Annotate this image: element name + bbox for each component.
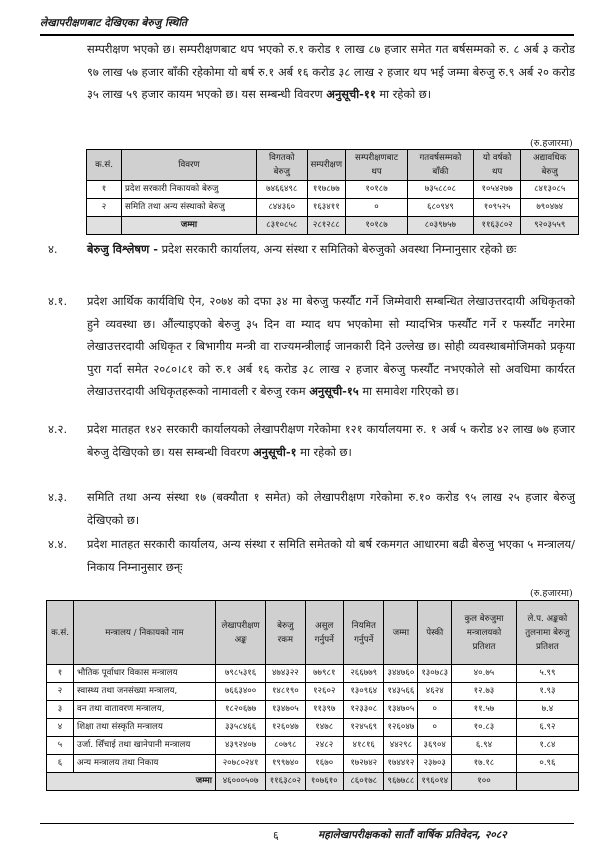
section-number: ४.४. <box>48 537 68 551</box>
table-total-row <box>87 217 579 235</box>
cell: ११७८७७ <box>307 181 346 199</box>
section-text-end: मा रहेको छ। <box>296 444 352 459</box>
cell: ८४४३६० <box>257 199 308 217</box>
table-header-row <box>87 150 579 181</box>
col-updated-beruju: अद्यावधिक बेरुजु <box>521 150 579 181</box>
cell: ०.९६ <box>516 755 578 773</box>
cell: १२६०४७ <box>384 719 418 737</box>
cell: ४१८१६ <box>343 737 384 755</box>
cell: १३४७०५ <box>266 701 305 719</box>
section-number: ४.१. <box>48 294 68 308</box>
cell: ३ <box>47 701 74 719</box>
cell: ४६२४ <box>418 683 452 701</box>
cell: ७६६३४०० <box>216 683 266 701</box>
cell: ६८०९४९ <box>407 199 473 217</box>
cell <box>516 773 578 791</box>
cell: ९२०३५५९ <box>521 217 579 235</box>
col-to-regularize: नियमित गर्नुपर्ने <box>343 601 384 665</box>
cell: १४८१९० <box>266 683 305 701</box>
cell: ४६०००५०७ <box>216 773 266 791</box>
section-4-3-paragraph: समिति तथा अन्य संस्था १७ (बक्यौता १ समेत) को लेखापरीक्षण गरेकोमा रु.१० करोड ९५ लाख २५ हजार बेरुजु देखिएको छ। <box>87 490 575 527</box>
cell: ७३५८८०८ <box>407 181 473 199</box>
section-4-2-paragraph <box>87 418 575 463</box>
cell: प्रदेश सरकारी निकायको बेरुजु <box>122 181 257 199</box>
cell: ६.९२ <box>516 719 578 737</box>
cell: २४८२ <box>305 737 343 755</box>
col-sn: क.सं. <box>47 601 74 665</box>
cell: ११६३८०२ <box>266 773 305 791</box>
page-number: ६ <box>273 829 279 842</box>
col-to-recover: असुल गर्नुपर्ने <box>305 601 343 665</box>
col-last-year-balance: गतवर्षसम्मको बाँकी <box>407 150 473 181</box>
section-number: ४.३. <box>48 490 68 504</box>
cell: १४७८ <box>305 719 343 737</box>
section-number: ४. <box>48 242 58 256</box>
cell: १७.१८ <box>452 755 517 773</box>
cell: १२६०४७ <box>266 719 305 737</box>
table-row <box>47 719 579 737</box>
col-audit: सम्परीक्षण <box>307 150 346 181</box>
cell: ११.५७ <box>452 701 517 719</box>
cell: १३०७८३ <box>418 665 452 683</box>
table-ministry-beruju <box>46 600 579 791</box>
cell <box>87 217 122 235</box>
cell: २८१२८८ <box>307 217 346 235</box>
section-text-end: मा समावेश गरिएको छ। <box>358 384 459 398</box>
cell: ८०३९७५७ <box>407 217 473 235</box>
cell: १३४७०५ <box>384 701 418 719</box>
intro-text: सम्परीक्षण भएको छ। सम्परीक्षणबाट थप भएको रु.१ करोड १ लाख ८७ हजार समेत गत बर्षसम्मको रु. ८ अर्ब ३ करोड ९७ लाख ५७ हजार बाँकी रहेकोमा यो बर्ष रु.१ अर्ब १६ करोड ३८ लाख २ हजार थप भई जम्मा बेरुजु रु.९ अर्ब २० करोड ३५ लाख ५९ हजार कायम भएको छ। यस सम्बन्धी विवरण <box>87 42 575 101</box>
cell: १.९३ <box>516 683 578 701</box>
cell: १०५४२७७ <box>473 181 521 199</box>
annex-reference: अनुसूची-१५ <box>309 384 359 398</box>
section-text: प्रदेश मातहत १४२ सरकारी कार्यालयको लेखापरीक्षण गरेकोमा १२१ कार्यालयमा रु. १ अर्ब ५ करोड ४२ लाख ७७ हजार बेरुजु देखिएको छ। यस सम्बन्धी विवरण <box>87 422 575 459</box>
annex-reference: अनुसूची-१ <box>252 444 297 459</box>
ministry-name-cell: उर्जा. सिँचाई तथा खानेपानी मन्त्रालय <box>74 737 216 755</box>
section-number: ४.२. <box>48 422 68 436</box>
cell: १८२०६७७ <box>216 701 266 719</box>
cell: ० <box>418 719 452 737</box>
ministry-name-cell: अन्य मन्त्रालय तथा निकाय <box>74 755 216 773</box>
cell: ५ <box>47 737 74 755</box>
cell: ४४२९८ <box>384 737 418 755</box>
col-advance: पेस्की <box>418 601 452 665</box>
cell: ८४१३०८५ <box>521 181 579 199</box>
cell: १९६०१४ <box>418 773 452 791</box>
col-description: विवरण <box>122 150 257 181</box>
col-this-year-addition: यो वर्षको थप <box>473 150 521 181</box>
cell: १०० <box>452 773 517 791</box>
col-beruju-amount: बेरुजु रकम <box>266 601 305 665</box>
table-beruju-summary <box>86 149 579 235</box>
intro-paragraph <box>87 38 575 106</box>
col-total: जम्मा <box>384 601 418 665</box>
cell: १०९५२५ <box>473 199 521 217</box>
cell: समिति तथा अन्य संस्थाको बेरुजु <box>122 199 257 217</box>
header-rule <box>40 34 574 36</box>
cell: २३७०३ <box>418 755 452 773</box>
table-row <box>87 199 579 217</box>
intro-text-end: मा रहेको छ। <box>375 87 432 101</box>
cell: १३०९६४ <box>343 683 384 701</box>
cell: ८०७९८ <box>266 737 305 755</box>
cell: १४३५६६ <box>384 683 418 701</box>
cell: ९६७७८८ <box>384 773 418 791</box>
table1-unit: (रु.हजारमा) <box>530 138 573 149</box>
cell: ३६९०४ <box>418 737 452 755</box>
col-previous-beruju: विगतको बेरुजु <box>257 150 308 181</box>
footer-rule <box>40 823 574 824</box>
cell: १६७० <box>305 755 343 773</box>
col-audit-addition: सम्परीक्षणबाट थप <box>346 150 408 181</box>
col-audited-amount: लेखापरीक्षण अङ्क <box>216 601 266 665</box>
annex-reference: अनुसूची-११ <box>326 87 376 101</box>
cell: ४०.७५ <box>452 665 517 683</box>
cell: ४३९२४०७ <box>216 737 266 755</box>
section-text: प्रदेश आर्थिक कार्यविधि ऐन, २०७४ को दफा ३४ मा बेरुजु फर्स्यौट गर्ने जिम्मेवारी सम्बन्धित लेखाउत्तरदायी अधिकृतको हुने व्यवस्था छ। औंल्याइएको बेरुजु ३५ दिन वा म्याद थप भएकोमा सो म्यादभित्र फर्स्यौट गर्ने र फर्स्यौट नगरेमा लेखाउत्तरदायी अधिकृत र बिभागीय मन्त्री वा राज्यमन्त्रीलाई जानकारी दिने उल्लेख छ। सोही व्यवस्थाबमोजिमको प्रकृया पुरा गर्दा समेत २०८०।८१ को रु.१ अर्ब १६ करोड ३८ लाख २ हजार बेरुजु फर्स्यौट नभएकोले सो अवधिमा कार्यरत लेखाउत्तरदायी अधिकृतहरूको नामावली र बेरुजु रकम <box>87 294 575 398</box>
col-ministry-share-pct: कुल बेरुजुमा मन्त्रालयको प्रतिशत <box>452 601 517 665</box>
table-row <box>47 683 579 701</box>
col-beruju-vs-audit-pct: ले.प. अङ्कको तुलनामा बेरुजु प्रतिशत <box>516 601 578 665</box>
cell: १२४५६९ <box>343 719 384 737</box>
section-heading: बेरुजु विश्लेषण - <box>87 242 158 256</box>
cell: २६६७७९ <box>343 665 384 683</box>
cell: ३३५८४६६ <box>216 719 266 737</box>
cell: ११३९७ <box>305 701 343 719</box>
total-label: जम्मा <box>122 217 257 235</box>
section-4-1-paragraph <box>87 290 575 403</box>
cell: ६ <box>47 755 74 773</box>
cell: २ <box>47 683 74 701</box>
table2-unit: (रु.हजारमा) <box>530 588 573 599</box>
cell: १ <box>87 181 122 199</box>
cell: १६३४११ <box>307 199 346 217</box>
cell: ८६०१७८ <box>343 773 384 791</box>
table-row <box>47 755 579 773</box>
table-row <box>87 181 579 199</box>
cell: ४७४३२२ <box>266 665 305 683</box>
cell: ६.९४ <box>452 737 517 755</box>
cell: १०७६१० <box>305 773 343 791</box>
cell: २०७८०२४१ <box>216 755 266 773</box>
ministry-name-cell: स्वास्थ्य तथा जनसंख्या मन्त्रालय, <box>74 683 216 701</box>
cell: १७२७४२ <box>343 755 384 773</box>
cell: १७४४१२ <box>384 755 418 773</box>
cell: ७९०४७४ <box>521 199 579 217</box>
cell: ७७९८१ <box>305 665 343 683</box>
cell: ८३१०८५८ <box>257 217 308 235</box>
cell: ११६३८०२ <box>473 217 521 235</box>
cell: १२६०२ <box>305 683 343 701</box>
cell: १ <box>47 665 74 683</box>
ministry-name-cell: वन तथा वातावरण मन्त्रालय, <box>74 701 216 719</box>
table-row <box>47 737 579 755</box>
cell: २ <box>87 199 122 217</box>
cell: ७९८५३१६ <box>216 665 266 683</box>
cell: १०१८७ <box>346 181 408 199</box>
section-4-4-paragraph: प्रदेश मातहत सरकारी कार्यालय, अन्य संस्था र समिति समेतको यो बर्ष रकमगत आधारमा बढी बेरुजु भएका ५ मन्त्रालय/निकाय निम्नानुसार छन्ः <box>87 537 575 574</box>
cell: १२३३०८ <box>343 701 384 719</box>
table-total-row <box>47 773 579 791</box>
cell: ० <box>418 701 452 719</box>
cell: १०१८७ <box>346 217 408 235</box>
ministry-name-cell: शिक्षा तथा संस्कृति मन्त्रालय <box>74 719 216 737</box>
table-row <box>47 665 579 683</box>
section-4-paragraph <box>87 238 575 261</box>
cell: ५.९९ <box>516 665 578 683</box>
ministry-name-cell: भौतिक पूर्वाधार विकास मन्त्रालय <box>74 665 216 683</box>
cell: ७.४ <box>516 701 578 719</box>
cell: १.८४ <box>516 737 578 755</box>
col-ministry-name: मन्त्रालय / निकायको नाम <box>74 601 216 665</box>
cell: ० <box>346 199 408 217</box>
table-header-row <box>47 601 579 665</box>
cell: १९९७४० <box>266 755 305 773</box>
cell: ३४४७६० <box>384 665 418 683</box>
running-header: लेखापरीक्षणबाट देखिएका बेरुजु स्थिति <box>40 17 188 29</box>
col-sn: क.सं. <box>87 150 122 181</box>
table-row <box>47 701 579 719</box>
total-label: जम्मा <box>47 773 216 791</box>
cell: १०.८३ <box>452 719 517 737</box>
cell: ४ <box>47 719 74 737</box>
section-text: प्रदेश सरकारी कार्यालय, अन्य संस्था र समितिको बेरुजुको अवस्था निम्नानुसार रहेको छः <box>157 242 517 256</box>
cell: ७४६६४९८ <box>257 181 308 199</box>
cell: १२.७३ <box>452 683 517 701</box>
running-footer: महालेखापरीक्षकको सातौं वार्षिक प्रतिवेदन, २०८२ <box>318 829 507 841</box>
